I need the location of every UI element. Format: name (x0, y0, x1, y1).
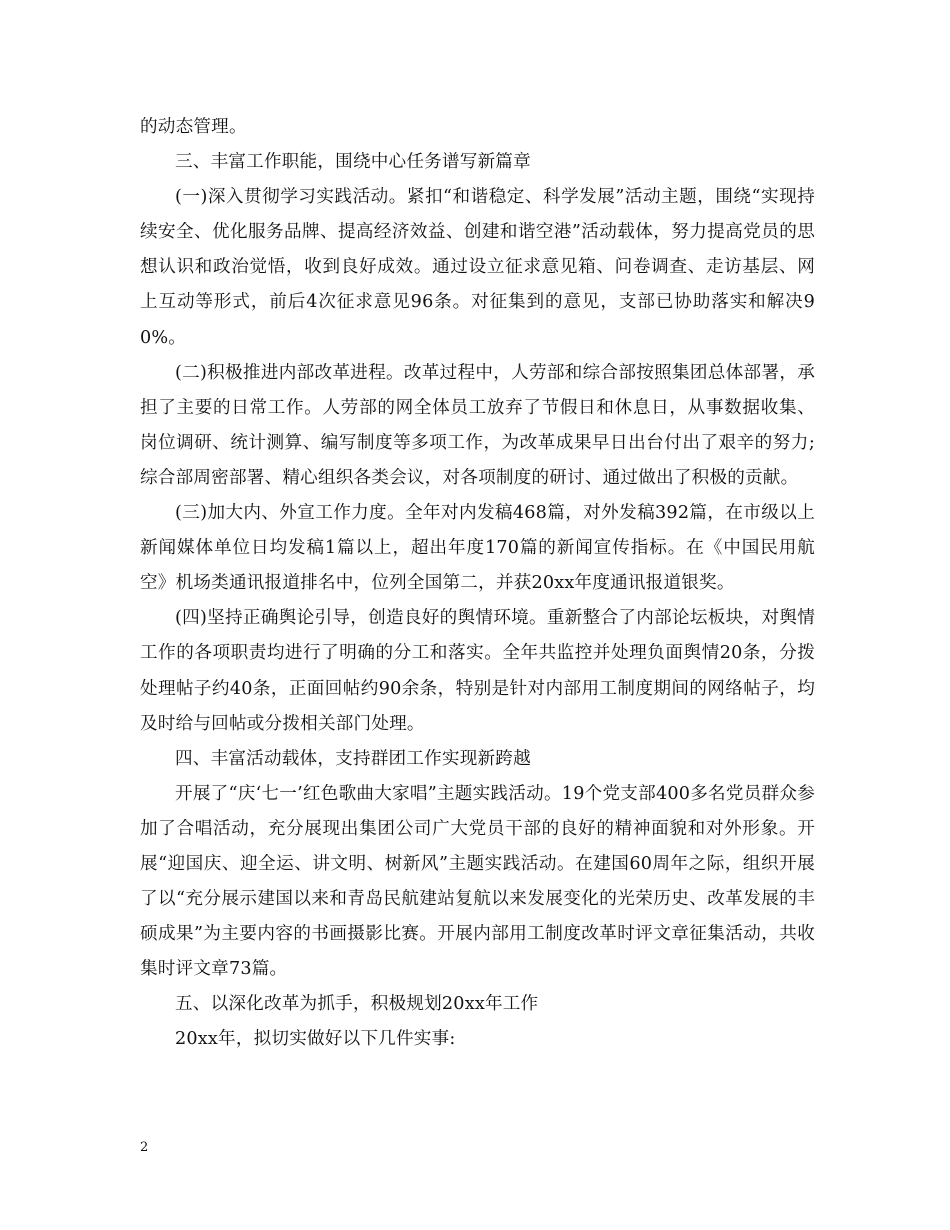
paragraph-plan-intro: 20xx年，拟切实做好以下几件实事: (175, 1029, 456, 1050)
section-heading-four: 四、丰富活动载体，支持群团工作实现新跨越 (175, 748, 531, 769)
paragraph-activities: 开展了“庆‘七一’红色歌曲大家唱”主题实践活动。19个党支部400多名党员群众参加了合唱活动，充分展现出集团公司广大党员干部的良好的精神面貌和对外形象。开展“迎国庆、迎全运、讲文明、树新风”主题实践活动。在建国60周年之际，组织开展了以“充分展示建国以来和青岛民航建站复航以来发展变化的光荣历史、改革发展的丰硕成果”为主要内容的书画摄影比赛。开展内部用工制度改革时评文章征集活动，共收集时评文章73篇。 (140, 783, 815, 980)
section-heading-three: 三、丰富工作职能，围绕中心任务谱写新篇章 (175, 152, 531, 173)
section-heading-five: 五、以深化改革为抓手，积极规划20xx年工作 (175, 994, 539, 1015)
document-body (140, 110, 815, 1058)
paragraph-publicity: (三)加大内、外宣工作力度。全年对内发稿468篇，对外发稿392篇，在市级以上新闻媒体单位日均发稿1篇以上，超出年度170篇的新闻宣传指标。在《中国民用航空》机场类通讯报道排名中，位列全国第二，并获20xx年度通讯报道银奖。 (140, 503, 815, 594)
paragraph-continuation: 的动态管理。 (140, 117, 247, 137)
page-number: 2 (140, 1140, 149, 1155)
paragraph-internal-reform: (二)积极推进内部改革进程。改革过程中，人劳部和综合部按照集团总体部署，承担了主要的日常工作。人劳部的网全体员工放弃了节假日和休息日，从事数据收集、岗位调研、统计测算、编写制度等多项工作，为改革成果早日出台付出了艰辛的努力;综合部周密部署、精心组织各类会议，对各项制度的研讨、通过做出了积极的贡献。 (140, 362, 815, 488)
paragraph-public-opinion: (四)坚持正确舆论引导，创造良好的舆情环境。重新整合了内部论坛板块，对舆情工作的各项职责均进行了明确的分工和落实。全年共监控并处理负面舆情20条，分拨处理帖子约40条，正面回帖约90余条，特别是针对内部用工制度期间的网络帖子，均及时给与回帖或分拨相关部门处理。 (140, 608, 815, 734)
paragraph-study-practice: (一)深入贯彻学习实践活动。紧扣“和谐稳定、科学发展”活动主题，围绕“实现持续安全、优化服务品牌、提高经济效益、创建和谐空港”活动载体，努力提高党员的思想认识和政治觉悟，收到良好成效。通过设立征求意见箱、问卷调查、走访基层、网上互动等形式，前后4次征求意见96条。对征集到的意见，支部已协助落实和解决90%。 (140, 187, 815, 348)
